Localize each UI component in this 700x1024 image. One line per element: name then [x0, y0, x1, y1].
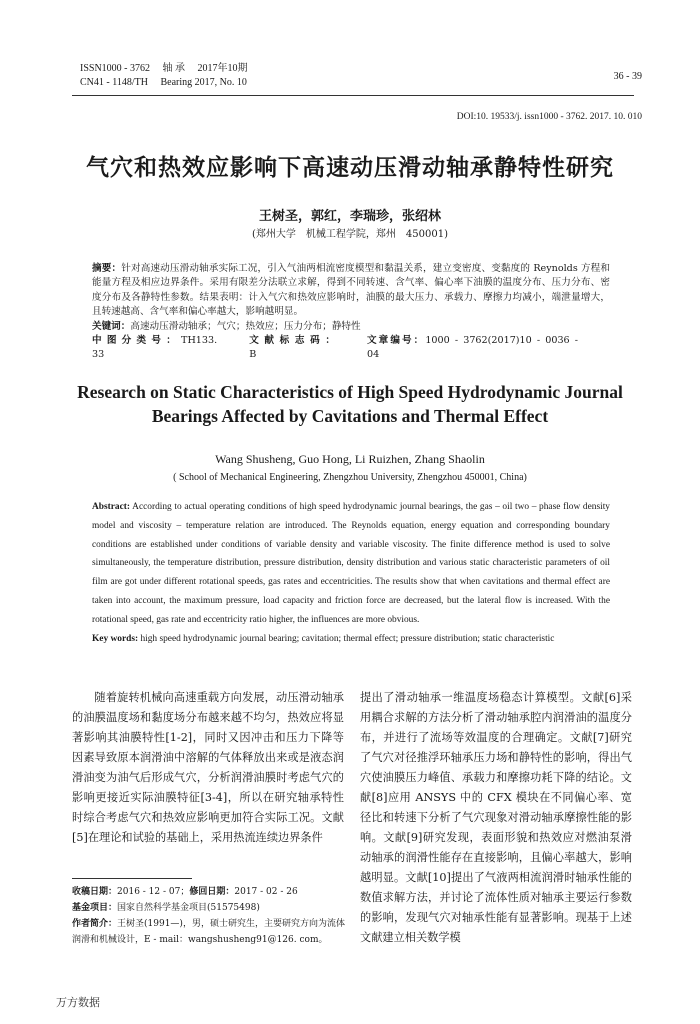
- abstract-en: [92, 498, 610, 648]
- footnote-divider: [72, 878, 192, 879]
- abstract-cn: [92, 262, 610, 363]
- affiliation-cn: (郑州大学 机械工程学院，郑州 450001): [252, 229, 448, 240]
- journal-name-cn: 轴 承: [162, 63, 186, 74]
- paper-title-en: Research on Static Characteristics of High Speed Hydrodynamic Journal Bearings Affected by Cavitations and Thermal Effect: [77, 382, 623, 426]
- authors-en: Wang Shusheng, Guo Hong, Li Ruizhen, Zhang Shaolin: [215, 452, 485, 466]
- header-divider: [72, 95, 634, 96]
- classification-row: [92, 334, 610, 363]
- body-paragraph: 提出了滑动轴承一维温度场稳态计算模型。文献[6]采用耦合求解的方法分析了滑动轴承腔内润滑油的温度分布，并进行了流场等效温度的合理确定。文献[7]研究了气穴对径推浮环轴承压力场和静特性的影响，得出气穴使油膜压力峰值、承载力和摩擦功耗下降的结论。文献[8]应用 ANSYS 中的 CFX 模块在不同偏心率、宽径比和转速下分析了气穴现象对滑动轴承摩擦性能的影响。文献[9]研究发现，表面形貌和热效应对燃油泵滑动轴承的润滑性能存在直接影响，且偏心率越大，影响越明显。文献[10]提出了气液两相流润滑时轴承性能的数值求解方法，并讨论了流体性质对轴承主要运行参数的影响，发现气穴对轴承性能有显著影响。现基于上述文献建立相关数学模: [360, 691, 632, 944]
- journal-header: [80, 62, 258, 90]
- body-paragraph: 随着旋转机械向高速重载方向发展，动压滑动轴承的油膜温度场和黏度场分布越来越不均匀，热效应将显著影响其油膜特性[1-2]，同时又因冲击和压力下降等因素导致原本润滑油中溶解的气体释放出来或是液态润滑油变为油气后形成气穴，分析润滑油膜时考虑气穴的影响更接近实际油膜特征[3-4]，所以在研究轴承特性时综合考虑气穴和热效应影响更加符合实际工况。文献[5]在理论和试验的基础上，采用热流连续边界条件: [72, 691, 344, 844]
- issue-en: Bearing 2017, No. 10: [160, 77, 247, 88]
- body-column-left: [72, 688, 344, 848]
- abstract-cn-label: 摘要：: [92, 263, 122, 274]
- abstract-en-text: According to actual operating conditions of high speed hydrodynamic journal bearings, the gas – oil two – phase flow density model and viscosity – temperature relation are introduced. The Reynolds equation, energy equation and corresponding boundary conditions are established under conditions of variable density and variable viscosity. The finite difference method is used to solve simultaneously, the temperature distribution, pressure distribution, density distribution and various static characteristic parameters of oil film are got under different rotational speeds, gas rates and eccentricities. The results show that when cavitations and thermal effect are taken into account, the maximum pressure, load capacity and friction force are decreased, but the lateral flow is increased. With the rotational speed, gas rate and eccentricity ratio higher, the influences are more obvious.: [92, 502, 610, 625]
- cn-number: CN41 - 1148/TH: [80, 77, 148, 88]
- page-range: 36 - 39: [613, 71, 642, 82]
- footnote-dates: 收稿日期：2016 - 12 - 07；修回日期：2017 - 02 - 26: [72, 887, 298, 897]
- affiliation-en: ( School of Mechanical Engineering, Zhengzhou University, Zhengzhou 450001, China): [173, 472, 527, 483]
- paper-title-cn: 气穴和热效应影响下高速动压滑动轴承静特性研究: [86, 154, 614, 181]
- abstract-en-label: Abstract:: [92, 502, 131, 512]
- clc-code: 中图分类号：TH133. 33: [92, 335, 218, 361]
- doi: DOI:10. 19533/j. issn1000 - 3762. 2017. 10. 010: [456, 112, 642, 122]
- article-number: 文章编号：1000 - 3762(2017)10 - 0036 - 04: [367, 335, 579, 361]
- keywords-en-label: Key words:: [92, 633, 139, 644]
- watermark: 万方数据: [56, 996, 100, 1009]
- footnote: [72, 884, 347, 948]
- keywords-en: high speed hydrodynamic journal bearing; cavitation; thermal effect; pressure distribution; static characteristic: [140, 633, 555, 644]
- keywords-cn: 高速动压滑动轴承；气穴；热效应；压力分布；静特性: [130, 320, 361, 332]
- issue-cn: 2017年10期: [197, 63, 248, 74]
- document-code: 文献标志码：B: [249, 335, 335, 361]
- body-column-right: [360, 688, 632, 948]
- issn: ISSN1000 - 3762: [80, 63, 151, 74]
- footnote-author: 作者简介：王树圣(1991—)，男，硕士研究生，主要研究方向为流体润滑和机械设计，E - mail：wangshusheng91@126. com。: [72, 919, 345, 945]
- footnote-fund: 基金项目：国家自然科学基金项目(51575498): [72, 903, 260, 913]
- keywords-cn-label: 关键词：: [92, 320, 131, 332]
- abstract-cn-text: 针对高速动压滑动轴承实际工况，引入气油两相流密度模型和黏温关系，建立变密度、变黏度的 Reynolds 方程和能量方程及相应边界条件。采用有限差分法联立求解，得到不同转速、含气率、偏心率下油膜的温度分布、压力分布、密度分布及各静特性参数。结果表明：计入气穴和热效应影响时，油膜的最大压力、承载力、摩擦力均减小，端泄量增大，且转速越高、含气率和偏心率越大，影响越明显。: [92, 263, 611, 318]
- authors-cn: 王树圣，郭红，李瑞珍，张绍林: [258, 209, 441, 224]
